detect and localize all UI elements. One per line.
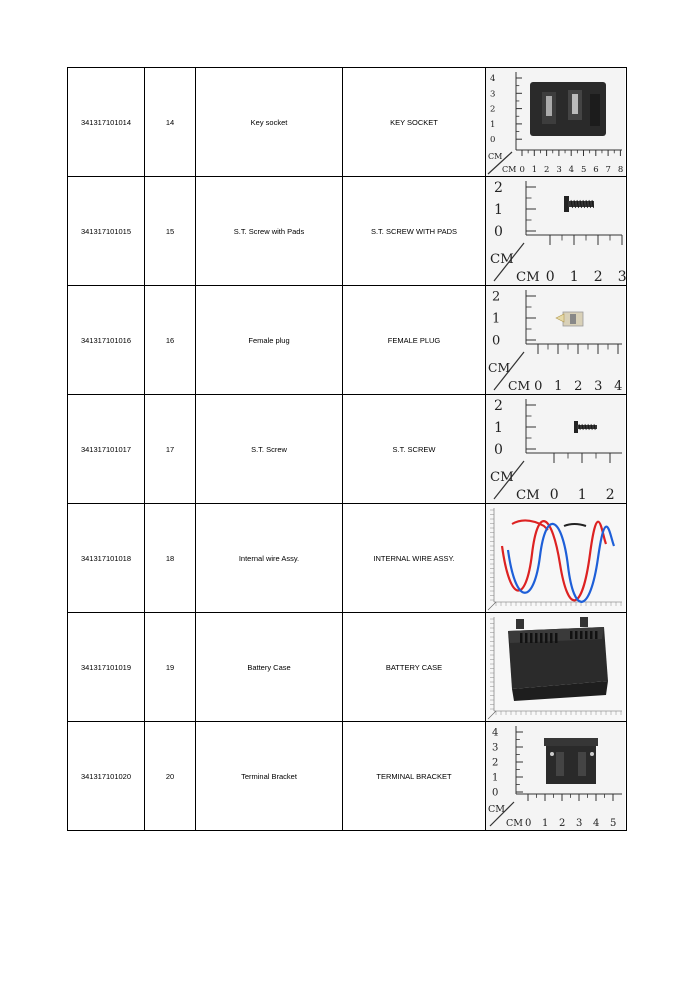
part-photo-svg bbox=[486, 395, 625, 503]
ruler-x-label: 0 bbox=[525, 818, 532, 829]
ruler-x-label: 3 bbox=[617, 269, 627, 285]
part-photo-svg bbox=[486, 286, 625, 394]
ruler-y-label: 1 bbox=[494, 201, 503, 218]
ruler-x-label: 5 bbox=[610, 818, 617, 829]
ruler-x-label: 4 bbox=[568, 165, 575, 175]
ruler-y-label: 0 bbox=[492, 333, 501, 349]
part-photo-svg bbox=[486, 68, 625, 176]
part-name-upper: S.T. SCREW bbox=[343, 395, 486, 504]
part-name: Female plug bbox=[196, 286, 343, 395]
part-name: Key socket bbox=[196, 68, 343, 177]
part-name-upper: KEY SOCKET bbox=[343, 68, 486, 177]
ruler-x-label: 4 bbox=[593, 818, 600, 829]
ruler-x-label: 6 bbox=[593, 165, 599, 175]
part-name-upper: BATTERY CASE bbox=[343, 613, 486, 722]
table-row bbox=[68, 177, 627, 286]
terminal-bracket-icon bbox=[544, 738, 598, 784]
part-photo-screw-with-pads bbox=[486, 177, 627, 286]
ruler-x-label: 3 bbox=[594, 379, 603, 394]
part-name: S.T. Screw with Pads bbox=[196, 177, 343, 286]
ruler-x-label: 2 bbox=[574, 379, 583, 394]
ruler-y-label: 3 bbox=[490, 89, 496, 100]
part-code: 341317101018 bbox=[68, 504, 145, 613]
part-name-upper: FEMALE PLUG bbox=[343, 286, 486, 395]
part-photo-screw bbox=[486, 395, 627, 504]
ruler-x-label: 0 bbox=[549, 487, 559, 503]
ruler-y-label: 1 bbox=[492, 311, 501, 327]
part-photo-female-plug bbox=[486, 286, 627, 395]
ruler-y-label: 4 bbox=[492, 727, 499, 739]
part-number: 15 bbox=[145, 177, 196, 286]
part-number: 16 bbox=[145, 286, 196, 395]
part-number: 17 bbox=[145, 395, 196, 504]
part-name: Battery Case bbox=[196, 613, 343, 722]
ruler-y-label: 1 bbox=[490, 119, 496, 130]
part-photo-battery-case bbox=[486, 613, 627, 722]
ruler-x-label: 2 bbox=[593, 269, 603, 285]
ruler-y-label: 0 bbox=[494, 223, 503, 240]
ruler-unit-label: CM bbox=[516, 270, 540, 285]
part-number: 18 bbox=[145, 504, 196, 613]
ruler-x-label: 0 bbox=[534, 379, 543, 394]
ruler-y-label: 2 bbox=[494, 179, 503, 196]
part-code: 341317101020 bbox=[68, 722, 145, 831]
ruler-unit-label: CM bbox=[488, 804, 505, 815]
part-photo-svg bbox=[486, 504, 625, 612]
part-name-upper: TERMINAL BRACKET bbox=[343, 722, 486, 831]
table-row bbox=[68, 722, 627, 831]
ruler-x-label: 2 bbox=[559, 818, 566, 829]
ruler-x-label: 1 bbox=[531, 165, 538, 175]
part-name: Internal wire Assy. bbox=[196, 504, 343, 613]
ruler-y-label: 2 bbox=[492, 289, 501, 305]
ruler-x-label: 7 bbox=[605, 165, 611, 175]
part-number: 14 bbox=[145, 68, 196, 177]
part-number: 19 bbox=[145, 613, 196, 722]
ruler-unit-label: CM bbox=[506, 818, 523, 829]
ruler-x-label: 2 bbox=[605, 487, 615, 503]
ruler-y-label: 0 bbox=[492, 787, 499, 799]
ruler-y-label: 0 bbox=[494, 441, 503, 458]
ruler-unit-label: CM bbox=[488, 152, 503, 161]
key-socket-icon bbox=[530, 82, 606, 136]
table-row bbox=[68, 613, 627, 722]
ruler-x-label: 3 bbox=[556, 165, 562, 175]
ruler-y-label: 1 bbox=[492, 772, 499, 784]
part-code: 341317101019 bbox=[68, 613, 145, 722]
part-name: S.T. Screw bbox=[196, 395, 343, 504]
ruler-x-label: 1 bbox=[554, 379, 563, 394]
part-name-upper: S.T. SCREW WITH PADS bbox=[343, 177, 486, 286]
ruler-unit-label: CM bbox=[502, 165, 517, 174]
part-code: 341317101017 bbox=[68, 395, 145, 504]
table-row bbox=[68, 504, 627, 613]
part-number: 20 bbox=[145, 722, 196, 831]
part-photo-internal-wires bbox=[486, 504, 627, 613]
ruler-y-label: 2 bbox=[490, 104, 496, 115]
ruler-y-label: 4 bbox=[490, 73, 496, 84]
ruler-x-label: 1 bbox=[577, 487, 587, 503]
ruler-unit-label: CM bbox=[516, 488, 540, 503]
ruler-unit-label: CM bbox=[508, 379, 531, 393]
table-row bbox=[68, 68, 627, 177]
ruler-x-label: 1 bbox=[542, 818, 549, 829]
ruler-unit-label: CM bbox=[490, 470, 514, 485]
part-photo-svg bbox=[486, 177, 625, 285]
part-photo-svg bbox=[486, 722, 625, 830]
table-row bbox=[68, 286, 627, 395]
ruler-x-label: 2 bbox=[544, 165, 550, 175]
ruler-unit-label: CM bbox=[488, 361, 511, 375]
part-photo-key-socket bbox=[486, 68, 627, 177]
part-code: 341317101015 bbox=[68, 177, 145, 286]
part-photo-terminal-bracket bbox=[486, 722, 627, 831]
ruler-x-label: 0 bbox=[545, 269, 555, 285]
ruler-x-label: 0 bbox=[519, 165, 525, 175]
part-name: Terminal Bracket bbox=[196, 722, 343, 831]
table-row bbox=[68, 395, 627, 504]
ruler-x-label: 8 bbox=[617, 165, 624, 175]
part-name-upper: INTERNAL WIRE ASSY. bbox=[343, 504, 486, 613]
part-code: 341317101016 bbox=[68, 286, 145, 395]
ruler-y-label: 2 bbox=[494, 397, 503, 414]
ruler-y-label: 1 bbox=[494, 419, 503, 436]
ruler-unit-label: CM bbox=[490, 252, 514, 267]
ruler-x-label: 5 bbox=[580, 165, 587, 175]
ruler-x-label: 3 bbox=[576, 818, 583, 829]
part-photo-svg bbox=[486, 613, 625, 721]
parts-table bbox=[67, 67, 627, 831]
ruler-x-label: 4 bbox=[614, 379, 623, 394]
ruler-x-label: 1 bbox=[569, 269, 579, 285]
ruler-y-label: 0 bbox=[490, 135, 496, 146]
ruler-y-label: 2 bbox=[492, 757, 499, 769]
part-code: 341317101014 bbox=[68, 68, 145, 177]
ruler-y-label: 3 bbox=[492, 742, 499, 754]
